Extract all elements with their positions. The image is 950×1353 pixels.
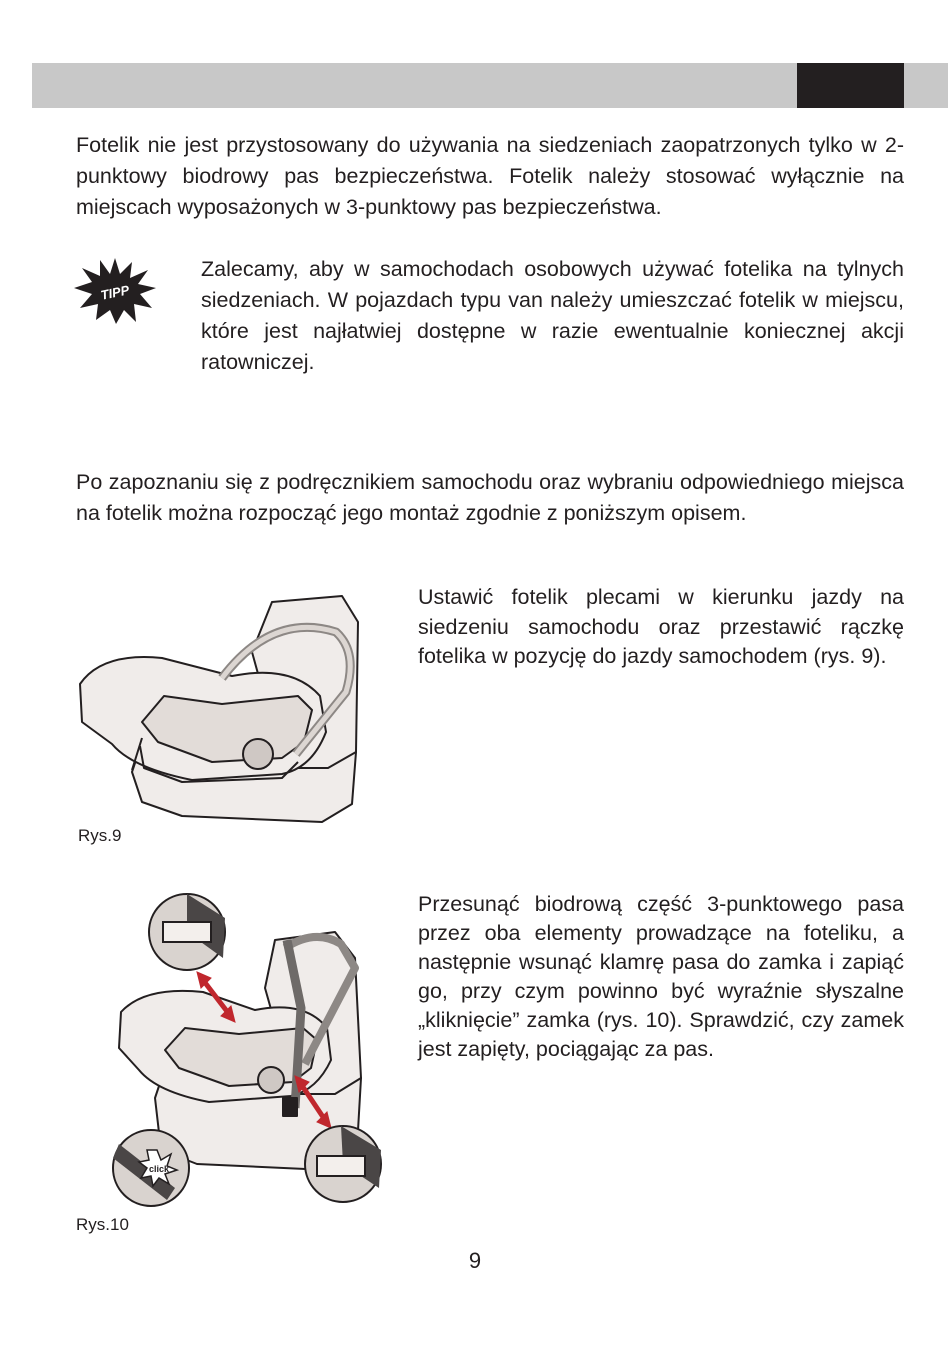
zoom-circle-top [149, 894, 225, 970]
tipp-label: TIPP [99, 282, 131, 303]
header-tab-block [797, 63, 904, 108]
zoom-circle-bottom [305, 1126, 381, 1202]
paragraph-mounting-intro: Po zapoznaniu się z podręcznikiem samochodu oraz wybraniu odpowiedniego miejsca na fotelik można rozpocząć jego montaż zgodnie z poniższym opisem. [76, 470, 904, 525]
figure-10-caption: Rys.10 [76, 1215, 129, 1234]
tipp-icon [72, 256, 158, 326]
zoom-circle-buckle [113, 1130, 189, 1206]
paragraph-step-1: Ustawić fotelik plecami w kierunku jazdy na siedzeniu samochodu oraz przestawić rączkę fotelika w pozycję do jazdy samochodem (rys. 9). [418, 585, 904, 668]
paragraph-tip: Zalecamy, aby w samochodach osobowych używać fotelika na tylnych siedzeniach. W pojazdach typu van należy umieszczać fotelik w miejscu, które jest najłatwiej dostępne w razie ewentualnie koniecznej akcji ratowniczej. [201, 257, 904, 374]
figure-10-illustration [105, 888, 390, 1213]
paragraph-step-2: Przesunąć biodrową część 3-punktowego pasa przez oba elementy prowadzące na foteliku, a następnie wsunąć klamrę pasa do zamka i zapiąć go, przy czym powinno być wyraźnie słyszalne „kliknięcie” zamka (rys. 10). Sprawdzić, czy zamek jest zapięty, pociągając za pas. [418, 892, 904, 1061]
paragraph-belt-requirement: Fotelik nie jest przystosowany do używania na siedzeniach zaopatrzonych tylko w 2-punktowy biodrowy pas bezpieczeństwa. Fotelik należy stosować wyłącznie na miejscach wyposażonych w 3-punktowy pas bezpieczeństwa. [76, 133, 904, 219]
figure-9-caption: Rys.9 [78, 826, 122, 845]
click-label: click [148, 1164, 170, 1174]
figure-9-illustration [72, 592, 368, 826]
page-number: 9 [468, 1248, 482, 1273]
